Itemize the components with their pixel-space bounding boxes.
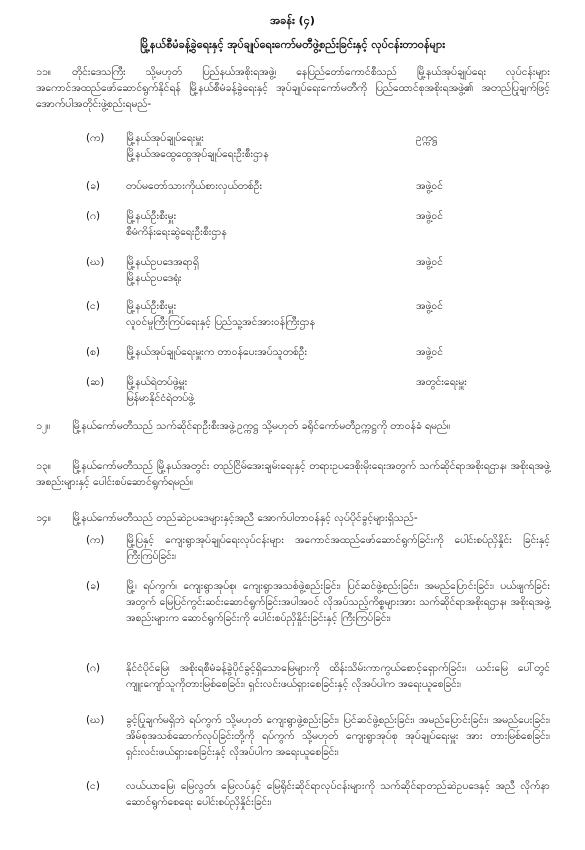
section-number: ၁၄။ [36, 512, 51, 524]
duty-label: (ဂ) [86, 662, 101, 674]
member-role: အဖွဲ့ဝင် [416, 180, 444, 192]
section-text: တိုင်းဒေသကြီး သို့မဟုတ် ပြည်နယ်အစိုးရအဖွဲ့၊ နေပြည်တော်ကောင်စီသည် မြို့နယ်အုပ်ချုပ်ရေး လုပ်ငန်းများ အကောင်အထည်ဖော်ဆောင်ရွက်နိုင်ရန် မြို့နယ်စီမံခန့်ခွဲရေးနှင့် အုပ်ချုပ်ရေးကော်မတီကို ပြည်ထောင်စုအစိုးရအဖွဲ့၏ အတည်ပြုချက်ဖြင့် အောက်ပါအတိုင်းဖွဲ့စည်းရမည်- [36, 66, 550, 111]
member-department: မြို့နယ်ဥပဒေရုံး [126, 272, 182, 284]
duty-label: (ဃ) [86, 714, 105, 726]
duty-text: လယ်ယာမြေ၊ မြေလွတ်၊ မြေလပ်နှင့် မြေရိုင်းဆိုင်ရာလုပ်ငန်းများကို သက်ဆိုင်ရာတည်ဆဲဥပဒေနှင့် အညီ လိုက်နာဆောင်ရွက်စေရေး ပေါင်းစပ်ညှိနှိုင်းခြင်း၊ [126, 780, 550, 809]
member-department: မြန်မာနိုင်ငံရဲတပ်ဖွဲ့ [126, 392, 195, 404]
duty-label: (င) [86, 780, 100, 792]
section-text: မြို့နယ်ကော်မတီသည် တည်ဆဲဥပဒေများနှင့်အညီ အောက်ပါတာဝန်နှင့် လုပ်ပိုင်ခွင့်များရှိသည်- [72, 512, 418, 524]
member-title: မြို့နယ်အုပ်ချုပ်ရေးမှူး [126, 132, 204, 144]
member-role: အဖွဲ့ဝင် [416, 210, 444, 222]
section-text: မြို့နယ်ကော်မတီသည် မြို့နယ်အတွင်း တည်ငြိမ်အေးချမ်းရေးနှင့် တရားဥပဒေစိုးမိုးရေးအတွက် သက်ဆိုင်ရာအစိုးရဌာန၊ အစိုးရအဖွဲ့အစည်းများနှင့် ပေါင်းစပ်ဆောင်ရွက်ရမည်။ [36, 460, 550, 489]
member-department: လူဝင်မှုကြီးကြပ်ရေးနှင့် ပြည်သူ့အင်အားဝန်ကြီးဌာန [126, 316, 316, 328]
member-label: (င) [86, 300, 100, 312]
member-label: (ခ) [86, 180, 100, 192]
chapter-heading: အခန်း (၄) [270, 14, 315, 27]
member-department: မြို့နယ်အထွေထွေအုပ်ချုပ်ရေးဦးစီးဌာန [126, 148, 269, 160]
member-role: ဥက္ကဋ္ဌ [416, 132, 438, 144]
member-label: (က) [86, 132, 105, 144]
member-role: အဖွဲ့ဝင် [416, 346, 444, 358]
member-title: မြို့နယ်ဥပဒေအရာရှိ [126, 256, 199, 268]
duty-text: နိုင်ငံပိုင်မြေ၊ အစိုးရစီမံခန့်ခွဲပိုင်ခွင့်ရှိသောမြေများကို ထိန်းသိမ်းကာကွယ်စောင့်ရှောက်ခြင်း၊ ယင်းမြေ ပေါ်တွင် ကျူးကျော်သူကိုတားမြစ်စေခြင်း၊ ရှင်းလင်းဖယ်ရှားစေခြင်းနှင့် လိုအပ်ပါက အရေးယူစေခြင်း၊ [126, 662, 550, 691]
member-label: (ဆ) [86, 376, 105, 388]
member-role: အဖွဲ့ဝင် [416, 256, 444, 268]
section-number: ၁၂။ [36, 420, 51, 432]
section-number: ၁၃။ [36, 460, 51, 472]
member-title: မြို့နယ်အုပ်ချုပ်ရေးမှူးက တာဝန်ပေးအပ်သူတစ်ဦး [126, 346, 308, 358]
member-title: မြို့နယ်ဦးစီးမှူး [126, 210, 177, 222]
chapter-title: မြို့နယ်စီမံခန့်ခွဲရေးနှင့် အုပ်ချုပ်ရေးကော်မတီဖွဲ့စည်းခြင်းနှင့် လုပ်ငန်းတာဝန်များ [140, 38, 445, 51]
member-department: စီမံကိန်းရေးဆွဲရေးဦးစီးဌာန [126, 226, 227, 238]
member-title: မြို့နယ်ဦးစီးမှူး [126, 300, 177, 312]
member-label: (စ) [86, 346, 100, 358]
section-paragraph [36, 458, 550, 490]
member-label: (ဂ) [86, 210, 101, 222]
duty-text: မြို့ပြနှင့် ကျေးရွာအုပ်ချုပ်ရေးလုပ်ငန်းများ အကောင်အထည်ဖော်ဆောင်ရွက်ခြင်းကို ပေါင်းစပ်ညှိနှိုင်း ခြင်းနှင့် ကြီးကြပ်ခြင်း၊ [126, 534, 550, 563]
section-paragraph [36, 510, 550, 526]
duty-text: ခွင့်ပြုချက်မရှိဘဲ ရပ်ကွက် သို့မဟုတ် ကျေးရွာဖွဲ့စည်းခြင်း၊ ပြင်ဆင်ဖွဲ့စည်းခြင်း၊ အမည်ပြောင်းခြင်း၊ အမည်ပေးခြင်း၊ အိမ်စုအသစ်ဆောက်လုပ်ခြင်းတို့ကို ရပ်ကွက် သို့မဟုတ် ကျေးရွာအုပ်စု အုပ်ချုပ်ရေးမှူး အား တားမြစ်စေခြင်း၊ ရှင်းလင်းဖယ်ရှားစေခြင်းနှင့် လိုအပ်ပါက အရေးယူစေခြင်း၊ [126, 714, 550, 759]
section-paragraph [36, 64, 550, 112]
duty-label: (ခ) [86, 580, 100, 592]
section-text: မြို့နယ်ကော်မတီသည် သက်ဆိုင်ရာဦးစီးအဖွဲ့ဥက္ကဋ္ဌ သို့မဟုတ် ခရိုင်ကော်မတီဥက္ကဋ္ဌကို တာဝန်ခံ ရမည်။ [72, 420, 451, 432]
member-title: မြို့နယ်ရဲတပ်ဖွဲ့မှူး [126, 376, 188, 388]
member-title: တပ်မတော်သားကိုယ်စားလှယ်တစ်ဦး [126, 180, 263, 192]
section-number: ၁၁။ [36, 66, 51, 78]
member-role: အတွင်းရေးမှူး [416, 376, 467, 388]
member-label: (ဃ) [86, 256, 105, 268]
duty-label: (က) [86, 534, 105, 546]
duty-text: မြို့၊ ရပ်ကွက်၊ ကျေးရွာအုပ်စု၊ ကျေးရွာအသစ်ဖွဲ့စည်းခြင်း၊ ပြင်ဆင်ဖွဲ့စည်းခြင်း၊ အမည်ပြောင်းခြင်း၊ ပယ်ဖျက်ခြင်းအတွက် မြေပြင်ကွင်းဆင်းဆောင်ရွက်ခြင်းအပါအဝင် လိုအပ်သည့်ကိစ္စများအား သက်ဆိုင်ရာအစိုးရဌာန၊ အစိုးရအဖွဲ့အစည်းများက ဆောင်ရွက်ခြင်းကို ပေါင်းစပ်ညှိနှိုင်းခြင်းနှင့် ကြီးကြပ်ခြင်း၊ [126, 580, 550, 625]
member-role: အဖွဲ့ဝင် [416, 300, 444, 312]
section-paragraph [36, 418, 550, 434]
